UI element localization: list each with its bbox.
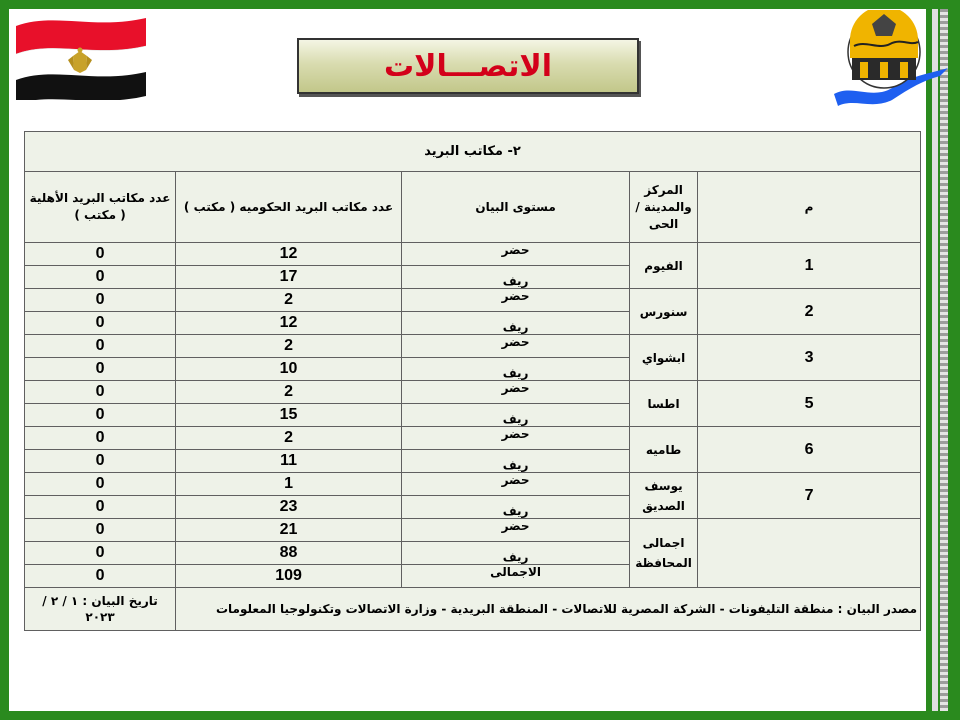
row-private-offices: 0 [25, 565, 176, 588]
row-level: ريف [402, 404, 630, 427]
row-private-offices: 0 [25, 542, 176, 565]
right-strip-band [932, 9, 938, 711]
row-gov-offices: 2 [176, 381, 402, 404]
row-private-offices: 0 [25, 404, 176, 427]
row-district: ابشواي [630, 335, 698, 381]
row-level: حضر [402, 519, 630, 542]
row-private-offices: 0 [25, 519, 176, 542]
post-offices-table [24, 131, 921, 631]
row-level: حضر [402, 289, 630, 312]
row-district: اطسا [630, 381, 698, 427]
row-gov-offices: 17 [176, 266, 402, 289]
row-gov-offices: 2 [176, 335, 402, 358]
row-private-offices: 0 [25, 427, 176, 450]
row-private-offices: 0 [25, 496, 176, 519]
row-gov-offices: 23 [176, 496, 402, 519]
row-district: طاميه [630, 427, 698, 473]
header-index: م [698, 172, 921, 243]
row-gov-offices: 21 [176, 519, 402, 542]
row-level: ريف [402, 542, 630, 565]
row-level: حضر [402, 381, 630, 404]
table-footer-row [25, 588, 921, 631]
row-level: الاجمالى [402, 565, 630, 588]
row-level: ريف [402, 312, 630, 335]
row-gov-offices: 10 [176, 358, 402, 381]
row-gov-offices: 1 [176, 473, 402, 496]
row-private-offices: 0 [25, 473, 176, 496]
title-banner [297, 38, 639, 94]
row-district: يوسف الصديق [630, 473, 698, 519]
row-level: ريف [402, 496, 630, 519]
data-date: تاريخ البيان : ١ / ٢ / ٢٠٢٣ [25, 588, 176, 631]
row-level: ريف [402, 266, 630, 289]
table-caption-row [25, 132, 921, 172]
row-index: 7 [698, 473, 921, 519]
row-gov-offices: 15 [176, 404, 402, 427]
row-private-offices: 0 [25, 243, 176, 266]
table-header-row [25, 172, 921, 243]
row-private-offices: 0 [25, 358, 176, 381]
row-level: حضر [402, 473, 630, 496]
row-index: 5 [698, 381, 921, 427]
row-private-offices: 0 [25, 335, 176, 358]
table-row [25, 519, 921, 542]
table-row [25, 243, 921, 266]
row-index: 1 [698, 243, 921, 289]
row-district: الفيوم [630, 243, 698, 289]
row-level: حضر [402, 427, 630, 450]
row-gov-offices: 109 [176, 565, 402, 588]
row-index: 3 [698, 335, 921, 381]
table-row [25, 381, 921, 404]
table-row [25, 473, 921, 496]
row-gov-offices: 2 [176, 289, 402, 312]
table-row [25, 289, 921, 312]
row-gov-offices: 12 [176, 243, 402, 266]
row-private-offices: 0 [25, 312, 176, 335]
row-district: اجمالى المحافظة [630, 519, 698, 588]
row-index [698, 519, 921, 588]
row-gov-offices: 12 [176, 312, 402, 335]
fayoum-governorate-logo [832, 10, 950, 110]
row-gov-offices: 88 [176, 542, 402, 565]
table-caption: ٢- مكاتب البريد [25, 132, 921, 172]
row-private-offices: 0 [25, 289, 176, 312]
row-gov-offices: 11 [176, 450, 402, 473]
row-private-offices: 0 [25, 266, 176, 289]
row-district: سنورس [630, 289, 698, 335]
page-title: الاتصـــالات [384, 48, 552, 84]
right-strip-pattern [940, 9, 948, 711]
header-level: مستوى البيان [402, 172, 630, 243]
row-index: 2 [698, 289, 921, 335]
row-gov-offices: 2 [176, 427, 402, 450]
row-level: حضر [402, 243, 630, 266]
row-level: ريف [402, 450, 630, 473]
table-row [25, 427, 921, 450]
header-district: المركز والمدينة / الحى [630, 172, 698, 243]
header-private-offices: عدد مكاتب البريد الأهلية ( مكتب ) [25, 172, 176, 243]
row-index: 6 [698, 427, 921, 473]
header-gov-offices: عدد مكاتب البريد الحكوميه ( مكتب ) [176, 172, 402, 243]
row-private-offices: 0 [25, 450, 176, 473]
row-level: ريف [402, 358, 630, 381]
row-private-offices: 0 [25, 381, 176, 404]
data-source: مصدر البيان : منطقة التليفونات - الشركة المصرية للاتصالات - المنطقة البريدية - وزارة الاتصالات وتكنولوجيا المعلومات [176, 588, 921, 631]
row-level: حضر [402, 335, 630, 358]
egypt-flag-icon [14, 12, 148, 100]
table-row [25, 335, 921, 358]
